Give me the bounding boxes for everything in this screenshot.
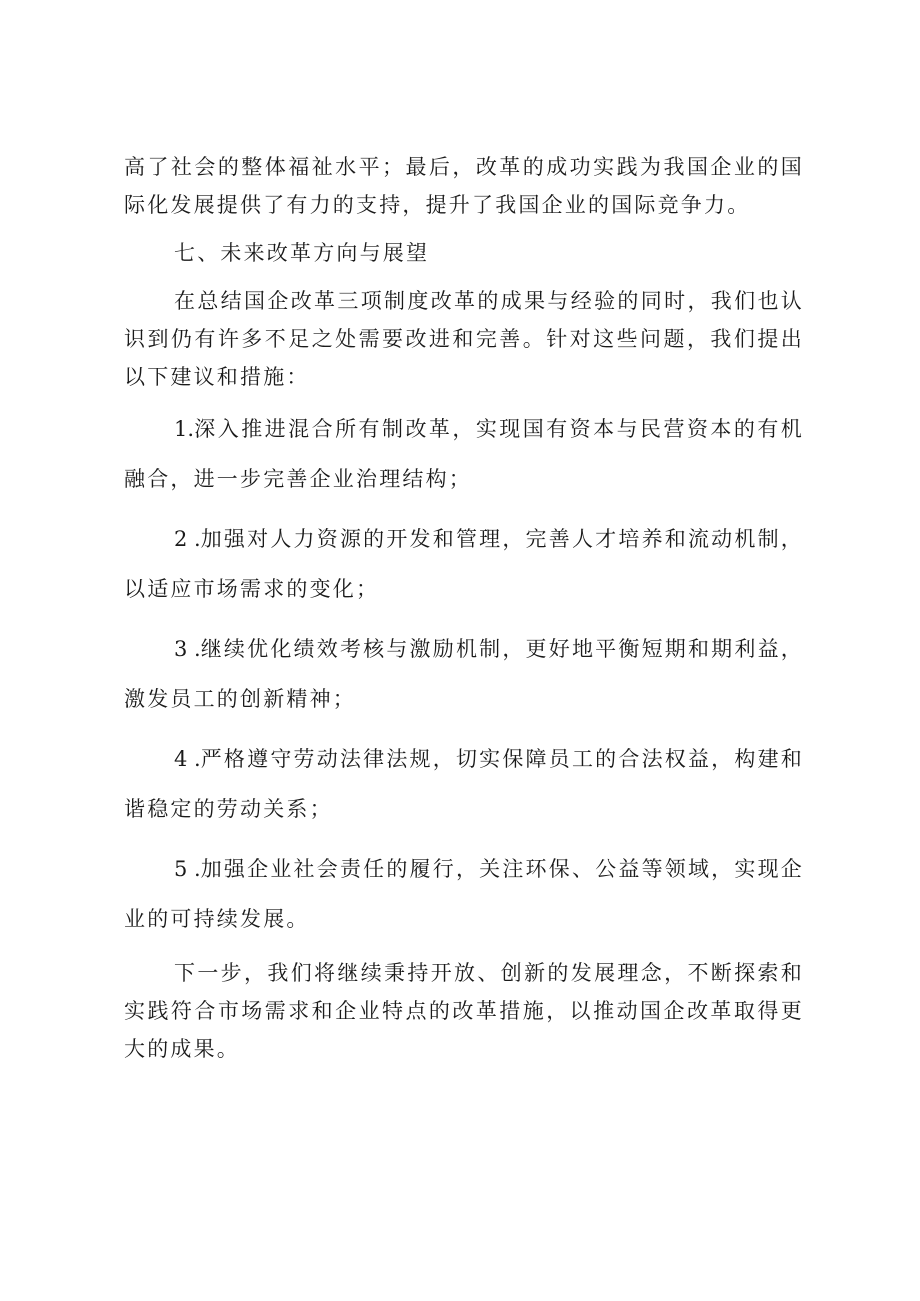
list-item-number: 3 .: [174, 637, 201, 661]
list-item-text: 严格遵守劳动法律法规，切实保障员工的合法权益，构建和谐稳定的劳动关系；: [124, 747, 804, 821]
list-item-text: 加强企业社会责任的履行，关注环保、公益等领域，实现企业的可持续发展。: [124, 857, 804, 931]
list-item-number: 1.: [174, 417, 195, 441]
list-item-number: 4 .: [174, 747, 201, 771]
list-item-text: 深入推进混合所有制改革，实现国有资本与民营资本的有机融合，进一步完善企业治理结构；: [124, 417, 804, 491]
intro-paragraph: 在总结国企改革三项制度改革的成果与经验的同时，我们也认识到仍有许多不足之处需要改进和完善。针对这些问题，我们提出以下建议和措施：: [124, 289, 804, 389]
list-item-3: [124, 624, 804, 724]
list-item-2: [124, 514, 804, 614]
document-page: [124, 148, 804, 1068]
list-item-number: 2 .: [174, 527, 201, 551]
list-item-1: [124, 404, 804, 504]
list-item-number: 5 .: [174, 857, 201, 881]
closing-paragraph: 下一步，我们将继续秉持开放、创新的发展理念，不断探索和实践符合市场需求和企业特点的改革措施，以推动国企改革取得更大的成果。: [124, 961, 804, 1061]
list-item-text: 继续优化绩效考核与激励机制，更好地平衡短期和期利益，激发员工的创新精神；: [124, 637, 804, 711]
section-heading: 七、未来改革方向与展望: [174, 241, 430, 265]
list-item-text: 加强对人力资源的开发和管理，完善人才培养和流动机制，以适应市场需求的变化；: [124, 527, 804, 601]
continuation-paragraph: 高了社会的整体福祉水平；最后，改革的成功实践为我国企业的国际化发展提供了有力的支持，提升了我国企业的国际竞争力。: [124, 155, 804, 217]
list-item-5: [124, 844, 804, 944]
list-item-4: [124, 734, 804, 834]
